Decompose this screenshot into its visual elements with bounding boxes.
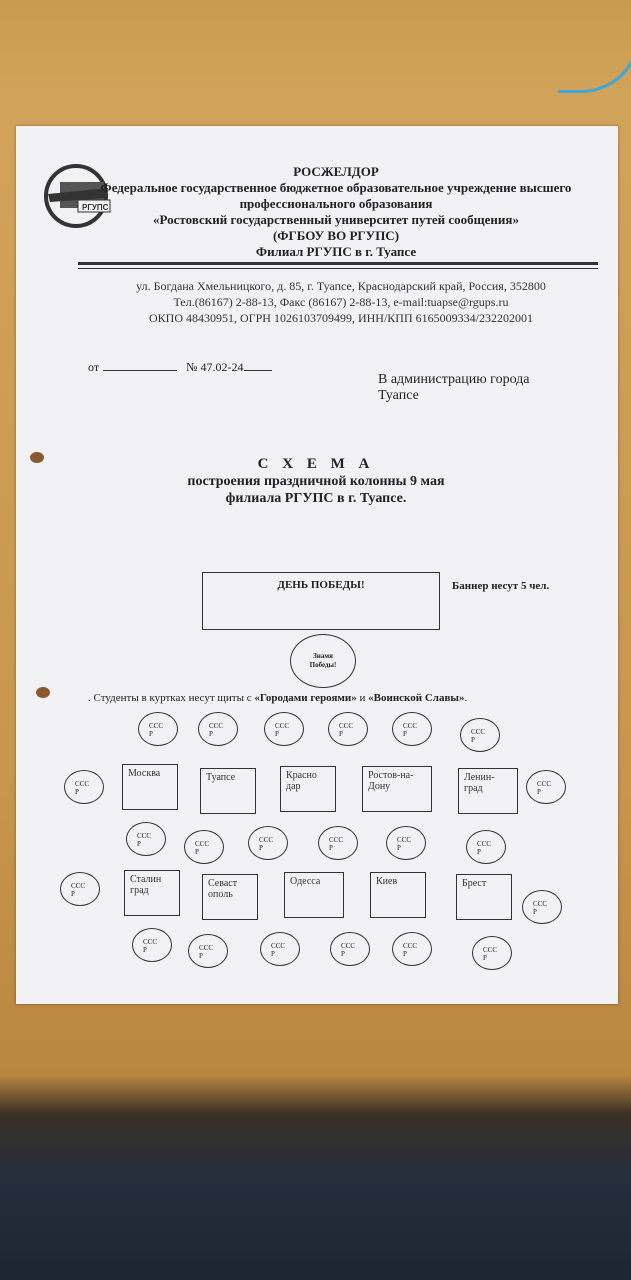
contact-block: [96, 278, 586, 326]
org-line: «Ростовский государственный университет путей сообщения»: [153, 212, 519, 227]
ussr-circle: ССС Р: [472, 936, 512, 970]
ussr-circle: ССС Р: [126, 822, 166, 856]
org-short-name: РОСЖЕЛДОР: [293, 164, 379, 179]
note-text: .: [464, 692, 468, 704]
flag-label: Победы!: [309, 661, 337, 669]
divider: [78, 262, 598, 265]
org-line: профессионального образования: [239, 196, 433, 211]
ussr-circle: ССС Р: [386, 826, 426, 860]
date-label: от: [88, 360, 100, 374]
ussr-circle: ССС Р: [522, 890, 562, 924]
note-emphasis: «Воинской Славы»: [368, 692, 465, 704]
ussr-circle: ССС Р: [132, 928, 172, 962]
city-shield: Красно дар: [280, 766, 336, 812]
ussr-circle: ССС Р: [460, 718, 500, 752]
number-label: №: [186, 360, 198, 374]
address-line: ул. Богдана Хмельницкого, д. 85, г. Туапсе, Краснодарский край, Россия, 352800: [136, 279, 546, 293]
phone-line: Тел.(86167) 2-88-13, Факс (86167) 2-88-13, e-mail:tuapse@rgups.ru: [173, 295, 509, 309]
title-heading: С Х Е М А: [257, 456, 375, 472]
recipient-line: В администрацию города: [378, 372, 530, 387]
ussr-circle: ССС Р: [64, 770, 104, 804]
document-sheet: [16, 126, 618, 1004]
ussr-circle: ССС Р: [138, 712, 178, 746]
note-emphasis: «Городами героями»: [254, 692, 357, 704]
city-shield: Туапсе: [200, 768, 256, 814]
registry-line: ОКПО 48430951, ОГРН 1026103709499, ИНН/КПП 6165009334/232202001: [149, 311, 533, 325]
ussr-circle: ССС Р: [318, 826, 358, 860]
document-title: [146, 456, 486, 507]
ussr-circle: ССС Р: [330, 932, 370, 966]
ussr-circle: ССС Р: [60, 872, 100, 906]
flag-label: Знамя: [313, 652, 333, 660]
ussr-circle: ССС Р: [260, 932, 300, 966]
ussr-circle: ССС Р: [328, 712, 368, 746]
city-shield: Одесса: [284, 872, 344, 918]
org-line: (ФГБОУ ВО РГУПС): [272, 228, 400, 243]
city-shield: Киев: [370, 872, 426, 918]
recipient: [378, 372, 530, 404]
ussr-circle: ССС Р: [466, 830, 506, 864]
banner-note: Баннер несут 5 чел.: [452, 580, 550, 592]
ussr-circle: ССС Р: [264, 712, 304, 746]
document-number: 47.02-24: [200, 360, 244, 374]
note-text: и: [356, 692, 369, 704]
ussr-circle: ССС Р: [392, 712, 432, 746]
ussr-circle: ССС Р: [248, 826, 288, 860]
city-shield: Брест: [456, 874, 512, 920]
divider: [78, 268, 598, 269]
students-note: [88, 692, 608, 704]
banner-box: [202, 572, 440, 630]
city-shield: Сталин град: [124, 870, 180, 916]
document-reference: [88, 360, 272, 375]
number-blank: [244, 370, 272, 371]
punch-hole: [30, 452, 44, 463]
city-shield: Ленин-град: [458, 768, 518, 814]
ussr-circle: ССС Р: [526, 770, 566, 804]
city-shield: Ростов-на-Дону: [362, 766, 432, 812]
punch-hole: [36, 687, 50, 698]
note-text: . Студенты в куртках несут щиты с: [88, 692, 255, 704]
ussr-circle: ССС Р: [184, 830, 224, 864]
date-blank: [103, 370, 177, 371]
ussr-circle: ССС Р: [392, 932, 432, 966]
logo-text: РГУПС: [82, 203, 109, 212]
letterhead: [76, 164, 596, 260]
branch-name: Филиал РГУПС в г. Туапсе: [255, 244, 417, 259]
ussr-circle: ССС Р: [198, 712, 238, 746]
city-shield: Москва: [122, 764, 178, 810]
title-line: построения праздничной колонны 9 мая: [187, 474, 445, 489]
recipient-line: Туапсе: [378, 388, 419, 403]
ussr-circle: ССС Р: [188, 934, 228, 968]
city-shield: Севаст ополь: [202, 874, 258, 920]
usb-cable: [558, 0, 631, 93]
victory-flag-circle: [290, 634, 356, 688]
org-line: Федеральное государственное бюджетное образовательное учреждение высшего: [100, 180, 572, 195]
banner-text: ДЕНЬ ПОБЕДЫ!: [277, 579, 365, 591]
title-line: филиала РГУПС в г. Туапсе.: [225, 491, 407, 506]
